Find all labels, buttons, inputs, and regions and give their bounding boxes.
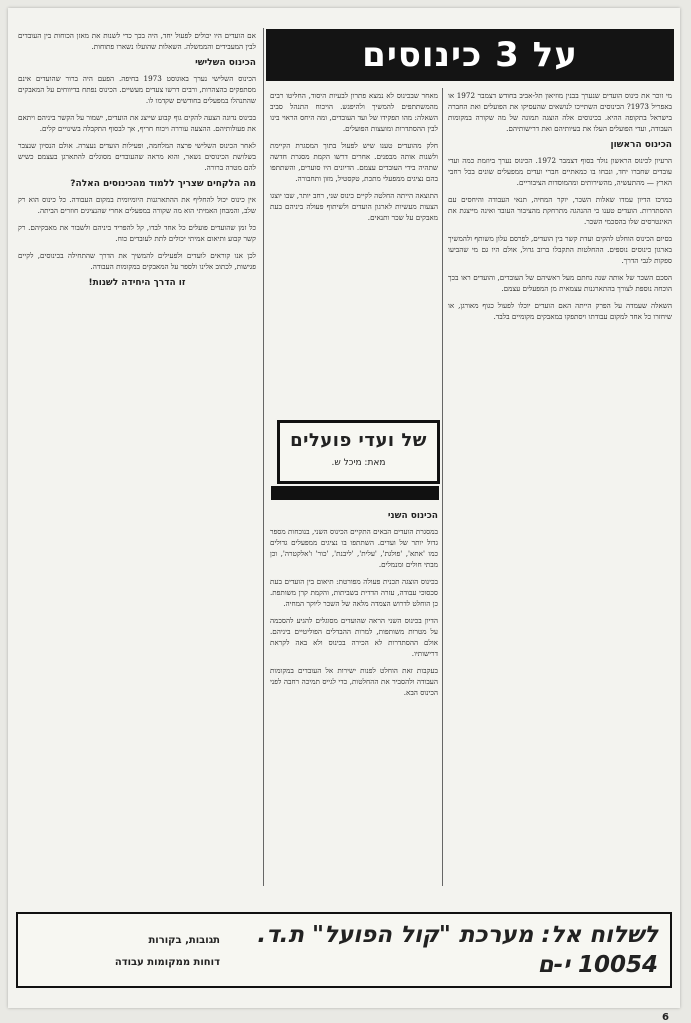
body-paragraph: הדיון בכינוס השני הראה שהועדים מסוגלים להגיע להסכמה על מטרות משותפות, למרות ההבדלים הפוליטיים ביניהם. אולם ההסתדרות לא הכירה בכינוס ולא באה לקראת דרישותיו. (270, 616, 438, 658)
newspaper-page (8, 8, 680, 1023)
body-paragraph: בעקבות זאת הוחלט לפנות ישירות אל העובדים במקומות העבודה ולהסביר את ההחלטות, כדי לגייס תמיכה רחבה לפני הכינוס הבא. (270, 666, 438, 697)
body-paragraph: אם הועדים היו יכולים לפעול יחד, היה בכך כדי לשנות את מאזן הכוחות בין העובדים לבין המעבידים והממשלה. השאלות שהועלו נשארו פתוחות. (18, 31, 256, 51)
body-paragraph: לאחר הכינוס השלישי פרצה המלחמה, ופעילות הועדים נעצרה. אולם הנסיון שנצבר בשלושת הכינוסים נשאר, והוא מראה שהעובדים מסוגלים להתארגן בעצמם כשיש להם מטרה ברורה. (18, 141, 256, 172)
column-divider (263, 28, 264, 886)
body-paragraph: השאלה שעמדה על הפרק הייתה האם הועדים יוכלו לפעול כגוף מאורגן, או שיחזרו כל אחד למקום עבודתו ויסתפקו במאבקים מקומיים בלבד. (448, 301, 672, 321)
intro-paragraph: מי זוכר את כינוס הועדים שנערך בבנין מוזיאון תל-אביב בחודש דצמבר 1972 או באפריל 1973? הכינוסים השתייכו לנושאים שהעסיקו את הפועלים ואת החברה בישראל בתקופה ההיא. בכינוסים אלה הוצגה תמונה של מה שקורה במקומות העבודה, ועדי הפועלים העלו את בעיותיהם ואת דרישותיהם. (448, 91, 673, 133)
black-rule (271, 486, 439, 500)
body-paragraph: לכן אנו קוראים לועדים ולפעילים להמשיך את הדרך שהתחילה בכינוסים, לקיים פגישות, לכתוב אלינו ולספר על המאבקים במקומות העבודה. (18, 251, 256, 271)
byline-title: של ועדי פועלים (290, 430, 427, 451)
body-paragraph: במרכז הדיון עמדו שאלות השכר, יוקר המחיה, תנאי העבודה והיחסים עם ההסתדרות. הועדים טענו כי ההנהגה מתרחקת מהציבור העובד ואינה מייצגת את האינטרסים שלו בהסכמי השכר. (448, 195, 672, 226)
page-title: על 3 כינוסים (266, 29, 674, 81)
body-paragraph: מאחר שבכינוס לא נמצא פתרון לבעיות היסוד, החליטו רבים מהמשתתפים להמשיך ולהיפגש. הויכוח התנהל סביב השאלה: מהו תפקידו של ועד העובדים, ומה היחס הראוי בינו לבין ההסתדרות ומועצות הפועלים. (270, 91, 438, 133)
byline-author: מאת: מיכל ש. (331, 458, 386, 468)
section-heading-second: הכינוס השני (387, 511, 438, 521)
send-to-address: לשלוח אל: מערכת "קול הפועל" ת.ד. 10054 י-ם (257, 922, 658, 978)
right-column (448, 90, 672, 880)
topics-line: דוחות ממקומות עבודה (114, 957, 220, 968)
body-paragraph: אין כינוס יכול להחליף את ההתארגנות היומיומית במקום העבודה. כל כינוס הוא רק שלב, והמבחן האמיתי הוא מה שקורה במפעלים אחרי שהנציגים חוזרים הביתה. (18, 195, 256, 215)
body-paragraph: בכינוס נדונה הצעה להקים גוף קבוע שייצג את הועדים, ישמור על הקשר ביניהם ויתאם את פעולותיהם. ההצעה עוררה ויכוח חריף, אך לבסוף התקבלה בשינויים קלים. (18, 113, 256, 133)
body-paragraph: הסכם השכר של אותה שנה נחתם מעל ראשיהם של העובדים, והועדים ראו בכך הוכחה נוספת לצורך בהתארגנות עצמאית מן המפעלים עצמם. (448, 273, 672, 293)
submission-box (16, 912, 672, 988)
section-heading-first: הכינוס הראשון (610, 140, 672, 150)
submission-topics (30, 930, 220, 974)
body-paragraph: כל זמן שהועדים פועלים כל אחד לבדו, קל להפריד ביניהם ולשבור את מאבקיהם. רק קשר קבוע ותיאום אמיתי יכולים לתת לעובדים כוח. (18, 223, 256, 243)
middle-column-top (270, 90, 438, 412)
closing-line: זו הדרך היחידה לשנות! (88, 278, 186, 288)
left-column (18, 30, 256, 885)
body-paragraph: במסגרת הועדים הבאים התקיים הכינוס השני, בנוכחות מספר גדול יותר של ועדים. השתתפו בו נציגים ממפעלים גדולים כמו 'אתא', 'פולגת', 'עלית', 'ליבנת', 'כור' ו'אלקטרה', וכן מבתי חולים ומנמלים. (270, 527, 438, 569)
body-paragraph: הרעיון לכינוס הראשון נולד בסוף דצמבר 1972. הכינוס נערך ביוזמת כמה ועדי עובדים שחברו יחד, ונכחו בו כמאתיים חברי ועדים ממפעלים שונים בכל רחבי הארץ — מהתעשיה, מהשירותים ומהמוסדות הציבוריים. (448, 156, 672, 187)
lessons-question: מה הלקחים שצריך ללמוד מהכינוסים האלה? (70, 179, 256, 189)
body-paragraph: חלק מהועדים טענו שיש לפעול בתוך המסגרת הקיימת ולשנות אותה מבפנים. אחרים דרשו הקמת מסגרת חדשה שתהיה בידי העובדים עצמם. הדיונים היו סוערים, והשתתפו בהם נציגים ממפעלי מתכת, טקסטיל, מזון ותחבורה. (270, 141, 438, 183)
body-paragraph: בכינוס הוצגה תכנית פעולה מפורטת: תיאום בין הועדים בעת סכסוכי עבודה, עזרה הדדית בשביתות, והקמת קרן משותפת. כן הוחלט לדרוש הצמדה מלאה של השכר ליוקר המחיה. (270, 577, 438, 608)
column-divider (442, 88, 443, 886)
body-paragraph: הכינוס השלישי נערך באוגוסט 1973 בחיפה. הפעם היה ברור שהועדים אינם מסתפקים בהצהרות, ורבים דרשו צעדים מעשיים. הכינוס נפתח בדיווחים על המאבקים שהתנהלו במפעלים בחודשים שקדמו לו. (18, 74, 256, 105)
body-paragraph: התוצאה הייתה החלטה לקיים כינוס שני, רחב יותר, שבו יוצגו הצעות מעשיות לארגון הועדים ולשיתוף פעולה ביניהם בעת מאבקים על שכר ותנאים. (270, 191, 438, 222)
page-number: 6 (662, 1012, 669, 1023)
middle-column-bottom (270, 505, 438, 885)
topics-line: תגובות, בקורות (148, 935, 220, 946)
body-paragraph: בסיום הכינוס הוחלט להקים ועדת קשר בין הועדים, לפרסם עלון משותף ולהמשיך בארגון כינוסים נוספים. ההחלטות התקבלו ברוב גדול, אולם היו גם מי שהביעו ספקות לגבי הדרך. (448, 234, 672, 265)
byline-box (277, 420, 440, 484)
section-heading-third: הכינוס השלישי (195, 58, 256, 68)
